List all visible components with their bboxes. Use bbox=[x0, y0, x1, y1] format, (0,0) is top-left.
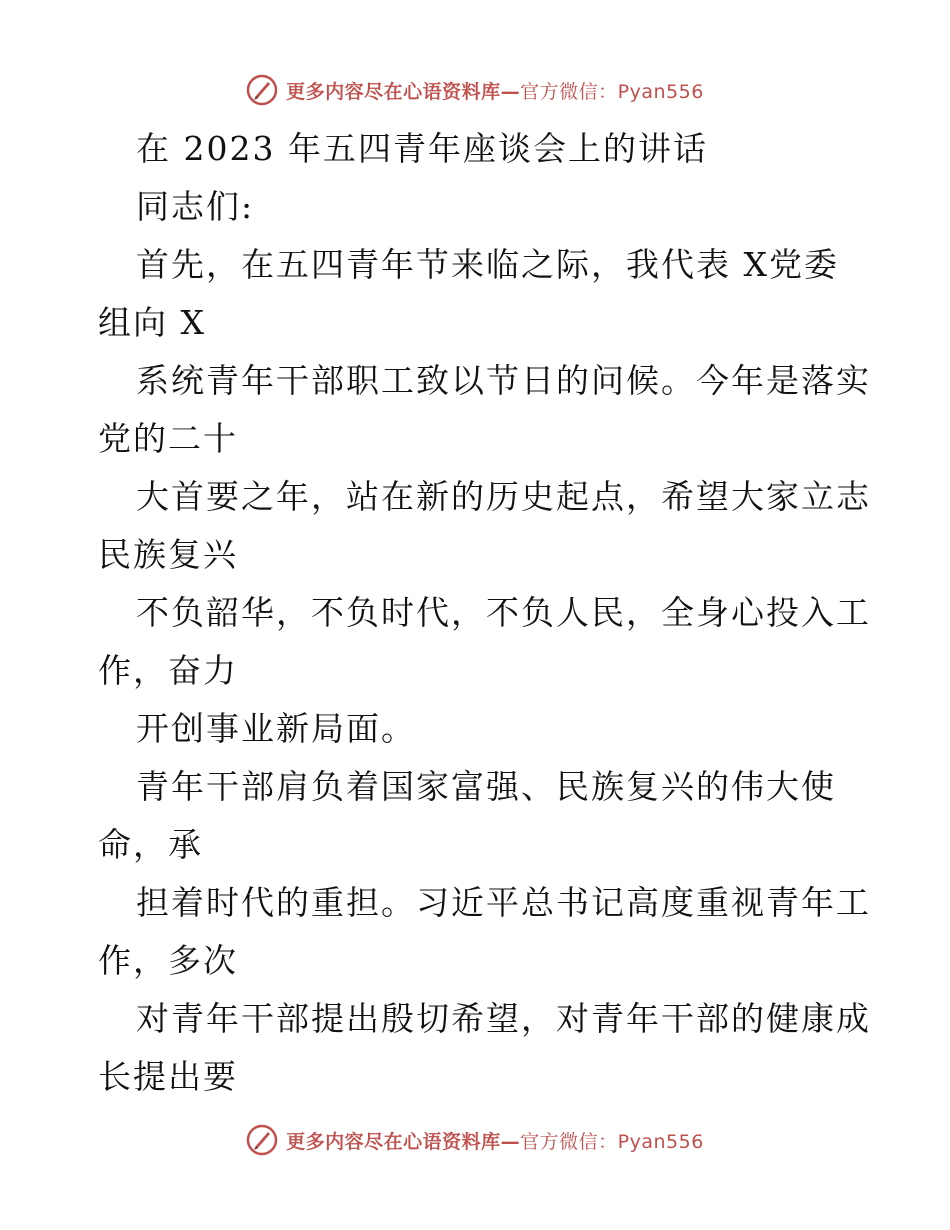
text-line: 组向 X bbox=[98, 303, 206, 342]
text-line: 首先，在五四青年节来临之际，我代表 X党委 bbox=[136, 245, 839, 284]
text-line: 长提出要 bbox=[98, 1057, 238, 1096]
text-line: 大首要之年，站在新的历史起点，希望大家立志 bbox=[136, 477, 871, 516]
document-title: 在 2023 年五四青年座谈会上的讲话 bbox=[136, 129, 708, 168]
text-line: 开创事业新局面。 bbox=[136, 709, 416, 748]
text-line: 青年干部肩负着国家富强、民族复兴的伟大使 bbox=[136, 767, 836, 806]
footer-banner bbox=[0, 1120, 950, 1160]
banner-dash: — bbox=[500, 1130, 521, 1153]
text-line: 担着时代的重担。习近平总书记高度重视青年工 bbox=[136, 883, 871, 922]
text-line: 党的二十 bbox=[98, 419, 238, 458]
text-line: 对青年干部提出殷切希望，对青年干部的健康成 bbox=[136, 999, 871, 1038]
text-line: 作，奋力 bbox=[98, 651, 238, 690]
banner-text bbox=[286, 77, 704, 104]
quill-logo-icon bbox=[246, 74, 278, 106]
text-line: 命，承 bbox=[98, 825, 203, 864]
salutation: 同志们: bbox=[136, 187, 255, 226]
banner-main-text: 更多内容尽在心语资料库 bbox=[286, 80, 501, 103]
text-line: 不负韶华，不负时代，不负人民，全身心投入工 bbox=[136, 593, 871, 632]
banner-text bbox=[286, 1127, 704, 1154]
banner-main-text: 更多内容尽在心语资料库 bbox=[286, 1130, 501, 1153]
banner-wechat-text: 官方微信：Pyan556 bbox=[520, 1130, 704, 1153]
banner-wechat-text: 官方微信：Pyan556 bbox=[520, 80, 704, 103]
header-banner bbox=[0, 70, 950, 110]
quill-logo-icon bbox=[246, 1124, 278, 1156]
text-line: 系统青年干部职工致以节日的问候。今年是落实 bbox=[136, 361, 871, 400]
banner-dash: — bbox=[500, 80, 521, 103]
text-line: 作，多次 bbox=[98, 941, 238, 980]
document-body bbox=[98, 120, 871, 1106]
text-line: 民族复兴 bbox=[98, 535, 238, 574]
